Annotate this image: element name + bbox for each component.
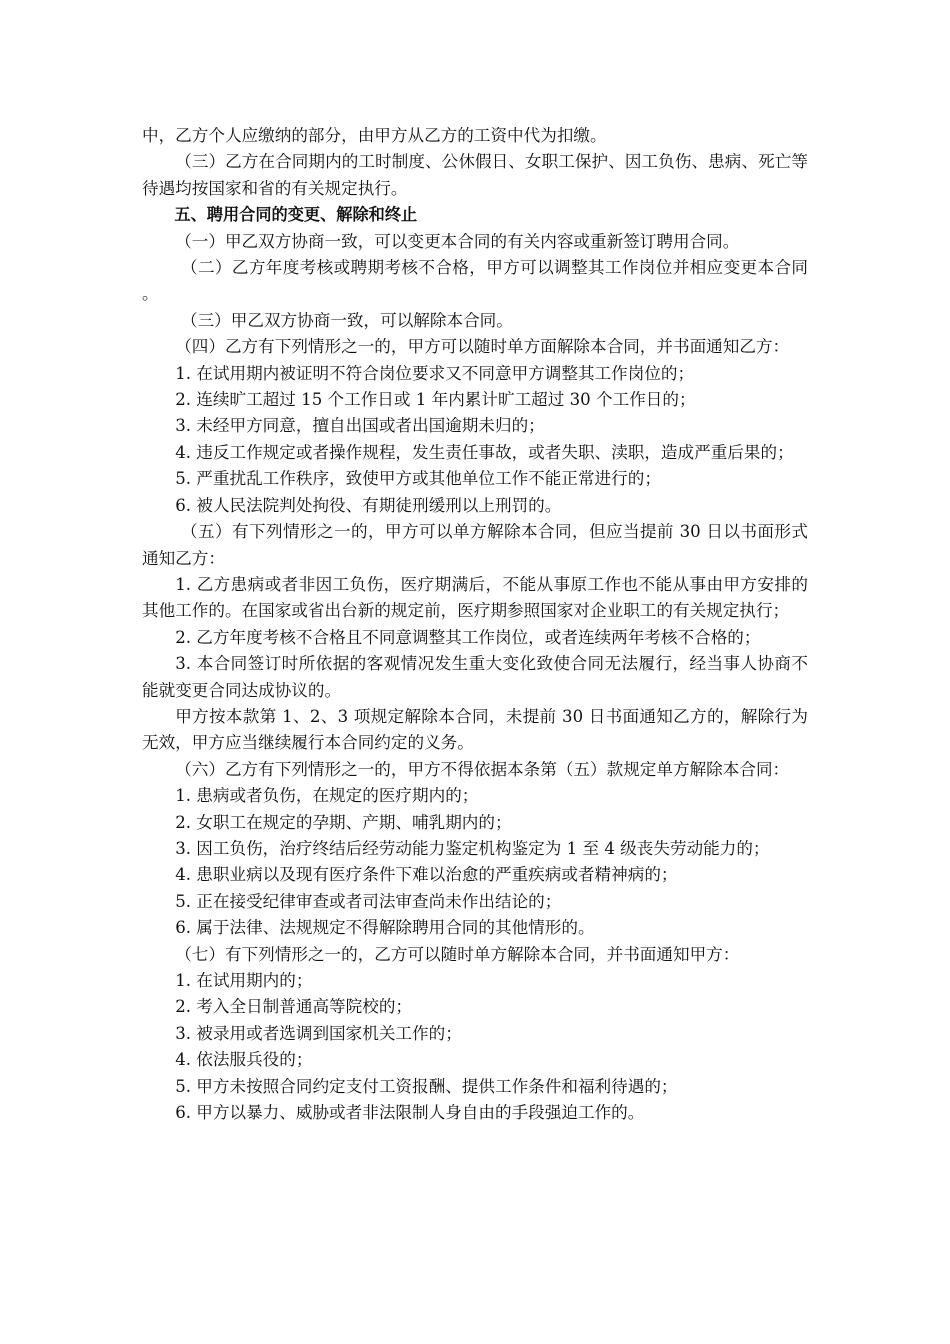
paragraph-clause-5-2: （二）乙方年度考核或聘期考核不合格，甲方可以调整其工作岗位并相应变更本合同。 <box>142 258 808 304</box>
paragraph-clause-5-6: （六）乙方有下列情形之一的，甲方不得依据本条第（五）款规定单方解除本合同： <box>175 759 790 779</box>
list-item: 4. 患职业病以及现有医疗条件下难以治愈的严重疾病或者精神病的； <box>175 865 678 885</box>
list-item: 3. 本合同签订时所依据的客观情况发生重大变化致使合同无法履行，经当事人协商不能就变更合同达成协议的。 <box>142 654 808 700</box>
list-item: 6. 被人民法院判处拘役、有期徒刑缓刑以上刑罚的。 <box>175 495 562 515</box>
paragraph-clause-5-3: （三）甲乙双方协商一致，可以解除本合同。 <box>181 310 513 330</box>
paragraph-note: 甲方按本款第 1、2、3 项规定解除本合同，未提前 30 日书面通知乙方的，解除行为无效，甲方应当继续履行本合同约定的义务。 <box>142 706 808 753</box>
document-body <box>142 123 808 1126</box>
paragraph-clause-5-1: （一）甲乙双方协商一致，可以变更本合同的有关内容或重新签订聘用合同。 <box>175 231 740 251</box>
list-item: 2. 女职工在规定的孕期、产期、哺乳期内的； <box>175 812 512 832</box>
list-item: 2. 乙方年度考核不合格且不同意调整其工作岗位，或者连续两年考核不合格的； <box>175 627 761 647</box>
list-item: 1. 乙方患病或者非因工负伤，医疗期满后，不能从事原工作也不能从事由甲方安排的其他工作的。在国家或省出台新的规定前，医疗期参照国家对企业职工的有关规定执行； <box>142 574 808 621</box>
paragraph-clause-5-7: （七）有下列情形之一的，乙方可以随时单方解除本合同，并书面通知甲方： <box>175 944 740 964</box>
list-item: 4. 违反工作规定或者操作规程，发生责任事故，或者失职、渎职，造成严重后果的； <box>175 442 794 462</box>
paragraph-clause-4-3: （三）乙方在合同期内的工时制度、公休假日、女职工保护、因工负伤、患病、死亡等待遇均按国家和省的有关规定执行。 <box>142 152 808 198</box>
list-item: 4. 依法服兵役的； <box>175 1050 313 1070</box>
list-item: 5. 正在接受纪律审查或者司法审查尚未作出结论的； <box>175 891 562 911</box>
list-item: 3. 被录用或者选调到国家机关工作的； <box>175 1023 462 1043</box>
list-item: 3. 未经甲方同意，擅自出国或者出国逾期未归的； <box>175 416 545 436</box>
list-item: 6. 甲方以暴力、威胁或者非法限制人身自由的手段强迫工作的。 <box>175 1103 645 1123</box>
paragraph-clause-5-5: （五）有下列情形之一的，甲方可以单方解除本合同，但应当提前 30 日以书面形式通知乙方： <box>142 522 808 568</box>
list-item: 5. 甲方未按照合同约定支付工资报酬、提供工作条件和福利待遇的； <box>175 1076 678 1096</box>
list-item: 3. 因工负伤，治疗终结后经劳动能力鉴定机构鉴定为 1 至 4 级丧失劳动能力的； <box>175 838 770 858</box>
paragraph-continuation: 中，乙方个人应缴纳的部分，由甲方从乙方的工资中代为扣缴。 <box>142 126 607 145</box>
list-item: 1. 在试用期内的； <box>175 971 313 990</box>
list-item: 2. 考入全日制普通高等院校的； <box>175 997 413 1017</box>
list-item: 1. 在试用期内被证明不符合岗位要求又不同意甲方调整其工作岗位的； <box>175 363 695 383</box>
paragraph-clause-5-4: （四）乙方有下列情形之一的，甲方可以随时单方面解除本合同，并书面通知乙方： <box>175 337 790 357</box>
list-item: 2. 连续旷工超过 15 个工作日或 1 年内累计旷工超过 30 个工作日的； <box>175 390 696 410</box>
list-item: 6. 属于法律、法规规定不得解除聘用合同的其他情形的。 <box>175 918 595 938</box>
list-item: 5. 严重扰乱工作秩序，致使甲方或其他单位工作不能正常进行的； <box>175 469 661 489</box>
list-item: 1. 患病或者负伤，在规定的医疗期内的； <box>175 786 479 806</box>
section-heading-5: 五、聘用合同的变更、解除和终止 <box>174 205 418 225</box>
